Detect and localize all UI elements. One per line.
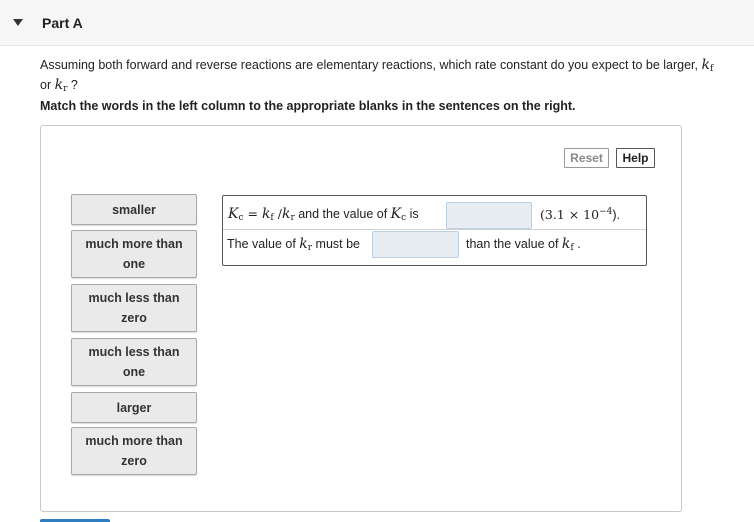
tile-label: much less than xyxy=(88,291,180,305)
tile-larger[interactable] xyxy=(71,392,197,423)
kc-letter: K xyxy=(390,206,402,222)
sentence-1-value xyxy=(540,207,620,222)
tile-label-line2: one xyxy=(122,365,146,379)
tile-much-more-than-one[interactable] xyxy=(71,230,197,278)
k-sub-f: f xyxy=(709,64,714,74)
blank-1-drop-target[interactable] xyxy=(446,202,532,229)
instruction-text: Match the words in the left column to the appropriate blanks in the sentences on the right. xyxy=(40,99,576,113)
question-end: ? xyxy=(70,78,78,92)
sentence-2-start xyxy=(227,236,360,253)
kf-letter: k xyxy=(561,236,571,252)
kr-symbol-2 xyxy=(299,236,312,252)
sentence-2-lead: The value of xyxy=(227,237,300,251)
kr-symbol xyxy=(282,206,295,222)
kr-letter: k xyxy=(281,206,291,222)
sentence-2-end xyxy=(466,236,581,253)
tile-label-line2: zero xyxy=(121,311,147,325)
kr-sub: r xyxy=(290,213,295,223)
tile-label: much less than xyxy=(88,345,180,359)
part-title: Part A xyxy=(42,15,83,31)
tile-label: larger xyxy=(116,400,152,415)
k-reverse-symbol xyxy=(55,77,68,93)
kf-sub: f xyxy=(570,243,574,253)
tile-label-line2: one xyxy=(122,257,146,271)
collapse-caret-icon[interactable] xyxy=(13,19,23,26)
k-forward-symbol xyxy=(701,57,713,73)
tile-label: smaller xyxy=(112,202,156,217)
tile-label: much more than xyxy=(85,434,183,448)
question-text xyxy=(40,57,746,97)
kc-letter: K xyxy=(228,206,239,222)
sentence-1-mid: and the value of xyxy=(294,207,391,221)
sentence-2-must: must be xyxy=(312,237,360,251)
kr-sub: r xyxy=(307,243,313,253)
kc-sub: c xyxy=(401,213,407,223)
help-button[interactable]: Help xyxy=(616,148,655,168)
reset-button[interactable]: Reset xyxy=(564,148,609,168)
blank-2-drop-target[interactable] xyxy=(372,231,459,258)
kc-symbol xyxy=(228,206,244,222)
kc-exponent: −4 xyxy=(599,207,613,217)
sentence-2-period: . xyxy=(573,237,581,251)
kr-letter: k xyxy=(299,236,308,252)
kf-symbol xyxy=(262,206,274,222)
question-or: or xyxy=(40,78,52,92)
tile-much-less-than-zero[interactable] xyxy=(71,284,197,332)
kc-value-end: ). xyxy=(612,208,621,223)
k-letter: k xyxy=(54,77,64,93)
tile-much-less-than-one[interactable] xyxy=(71,338,197,386)
kc-symbol-2 xyxy=(391,206,407,222)
tile-much-more-than-zero[interactable] xyxy=(71,427,197,475)
question-body: Assuming both forward and reverse reactions are elementary reactions, which rate constant do you expect to be larger, xyxy=(40,58,698,72)
kf-sub: f xyxy=(270,213,274,223)
tile-label: much more than xyxy=(85,237,183,251)
sentence-2-than: than the value of xyxy=(466,237,562,251)
sentence-1-start xyxy=(228,206,419,223)
tile-smaller[interactable] xyxy=(71,194,197,225)
slash: / xyxy=(273,206,282,221)
sentence-1-is: is xyxy=(406,207,419,221)
equals-sign: = xyxy=(243,206,262,221)
kf-letter: k xyxy=(261,206,271,222)
kc-sub: c xyxy=(238,213,244,223)
kf-symbol-2 xyxy=(562,236,574,252)
kc-value: (3.1 × 10 xyxy=(540,207,600,223)
k-sub-r: r xyxy=(63,84,68,94)
k-letter: k xyxy=(701,57,710,73)
sentence-divider xyxy=(223,229,646,230)
part-header[interactable] xyxy=(0,0,754,46)
tile-label-line2: zero xyxy=(121,454,147,468)
